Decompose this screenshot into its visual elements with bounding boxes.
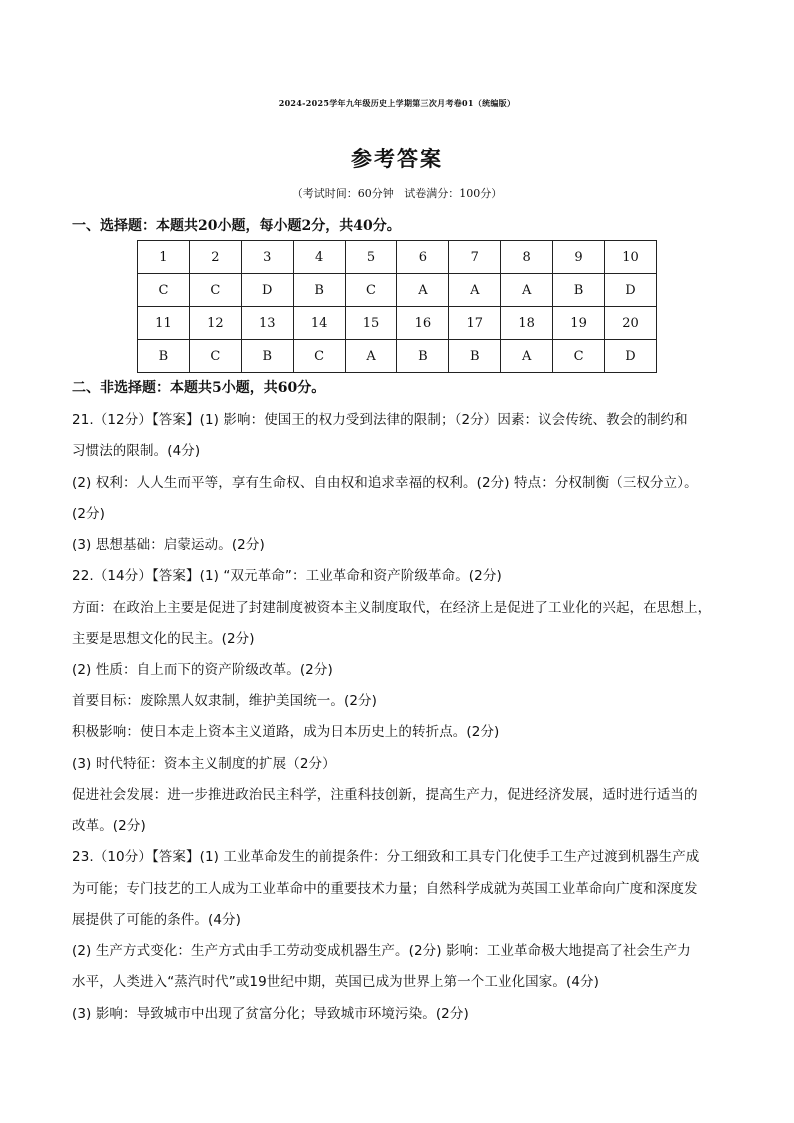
answer-line: 为可能；专门技艺的工人成为工业革命中的重要技术力量；自然科学成就为英国工业革命向广度和深度发: [72, 881, 698, 897]
table-cell: B: [138, 340, 190, 373]
table-cell: 17: [449, 307, 501, 340]
answer-line: (2分): [72, 506, 106, 522]
answer-line: 展提供了可能的条件。(4分): [72, 912, 242, 928]
table-cell: A: [397, 274, 449, 307]
answer-line: 方面：在政治上主要是促进了封建制度被资本主义制度取代，在经济上是促进了工业化的兴起，在思想上，: [72, 600, 712, 616]
table-cell: 11: [138, 307, 190, 340]
answer-line: 22.（14分）【答案】(1) “双元革命”：工业革命和资产阶级革命。(2分): [72, 568, 502, 584]
table-cell: 12: [189, 307, 241, 340]
section-heading-choice: 一、选择题：本题共20小题，每小题2分，共40分。: [72, 218, 401, 234]
answer-line: (3) 影响：导致城市中出现了贫富分化；导致城市环境污染。(2分): [72, 1006, 469, 1022]
table-cell: C: [293, 340, 345, 373]
table-cell: A: [345, 340, 397, 373]
exam-info: （考试时间：60分钟 试卷满分：100分）: [291, 187, 503, 200]
table-cell: 10: [605, 241, 657, 274]
table-cell: B: [293, 274, 345, 307]
answer-line: 首要目标：废除黑人奴隶制，维护美国统一。(2分): [72, 693, 378, 709]
document-subtitle: 参考答案: [351, 146, 443, 171]
table-cell: C: [189, 274, 241, 307]
answer-table: [137, 240, 657, 373]
answer-line: (2) 性质：自上而下的资产阶级改革。(2分): [72, 662, 333, 678]
table-cell: 14: [293, 307, 345, 340]
table-cell: 3: [241, 241, 293, 274]
table-row-numbers-2: [138, 307, 657, 340]
table-cell: D: [241, 274, 293, 307]
answer-line: (2) 权利：人人生而平等，享有生命权、自由权和追求幸福的权利。(2分) 特点：分权制衡（三权分立）。: [72, 475, 698, 491]
table-cell: D: [605, 274, 657, 307]
table-cell: 16: [397, 307, 449, 340]
answer-line: (3) 思想基础：启蒙运动。(2分): [72, 537, 265, 553]
table-cell: B: [553, 274, 605, 307]
table-cell: 9: [553, 241, 605, 274]
section-heading-nonchoice: 二、非选择题：本题共5小题，共60分。: [72, 380, 326, 396]
table-cell: 19: [553, 307, 605, 340]
table-cell: A: [501, 340, 553, 373]
table-cell: 4: [293, 241, 345, 274]
answer-line: 改革。(2分): [72, 818, 146, 834]
table-cell: B: [449, 340, 501, 373]
answer-line: 21.（12分）【答案】(1) 影响：使国王的权力受到法律的限制；（2分）因素：议会传统、教会的制约和: [72, 412, 688, 428]
table-cell: D: [605, 340, 657, 373]
answer-line: 习惯法的限制。(4分): [72, 443, 201, 459]
table-cell: 15: [345, 307, 397, 340]
table-cell: 13: [241, 307, 293, 340]
table-cell: 20: [605, 307, 657, 340]
table-cell: B: [241, 340, 293, 373]
answer-line: 23.（10分）【答案】(1) 工业革命发生的前提条件：分工细致和工具专门化使手工生产过渡到机器生产成: [72, 849, 700, 865]
table-cell: 6: [397, 241, 449, 274]
answer-line: (3) 时代特征：资本主义制度的扩展（2分）: [72, 756, 336, 772]
table-cell: 8: [501, 241, 553, 274]
answer-line: 促进社会发展：进一步推进政治民主科学，注重科技创新，提高生产力，促进经济发展，适时进行适当的: [72, 787, 698, 803]
table-cell: 18: [501, 307, 553, 340]
answer-line: 积极影响：使日本走上资本主义道路，成为日本历史上的转折点。(2分): [72, 724, 500, 740]
table-cell: A: [501, 274, 553, 307]
answer-line: (2) 生产方式变化：生产方式由手工劳动变成机器生产。(2分) 影响：工业革命极大地提高了社会生产力: [72, 943, 691, 959]
table-cell: C: [189, 340, 241, 373]
table-cell: C: [553, 340, 605, 373]
table-cell: C: [345, 274, 397, 307]
table-cell: 5: [345, 241, 397, 274]
table-cell: 1: [138, 241, 190, 274]
table-cell: C: [138, 274, 190, 307]
table-cell: 7: [449, 241, 501, 274]
table-row-answers-2: [138, 340, 657, 373]
answer-line: 主要是思想文化的民主。(2分): [72, 631, 255, 647]
table-cell: B: [397, 340, 449, 373]
table-cell: A: [449, 274, 501, 307]
table-row-numbers-1: [138, 241, 657, 274]
table-row-answers-1: [138, 274, 657, 307]
answer-line: 水平，人类进入“蒸汽时代”或19世纪中期，英国已成为世界上第一个工业化国家。(4分): [72, 974, 599, 990]
table-cell: 2: [189, 241, 241, 274]
document-title: 2024-2025学年九年级历史上学期第三次月考卷01（统编版）: [278, 98, 516, 108]
